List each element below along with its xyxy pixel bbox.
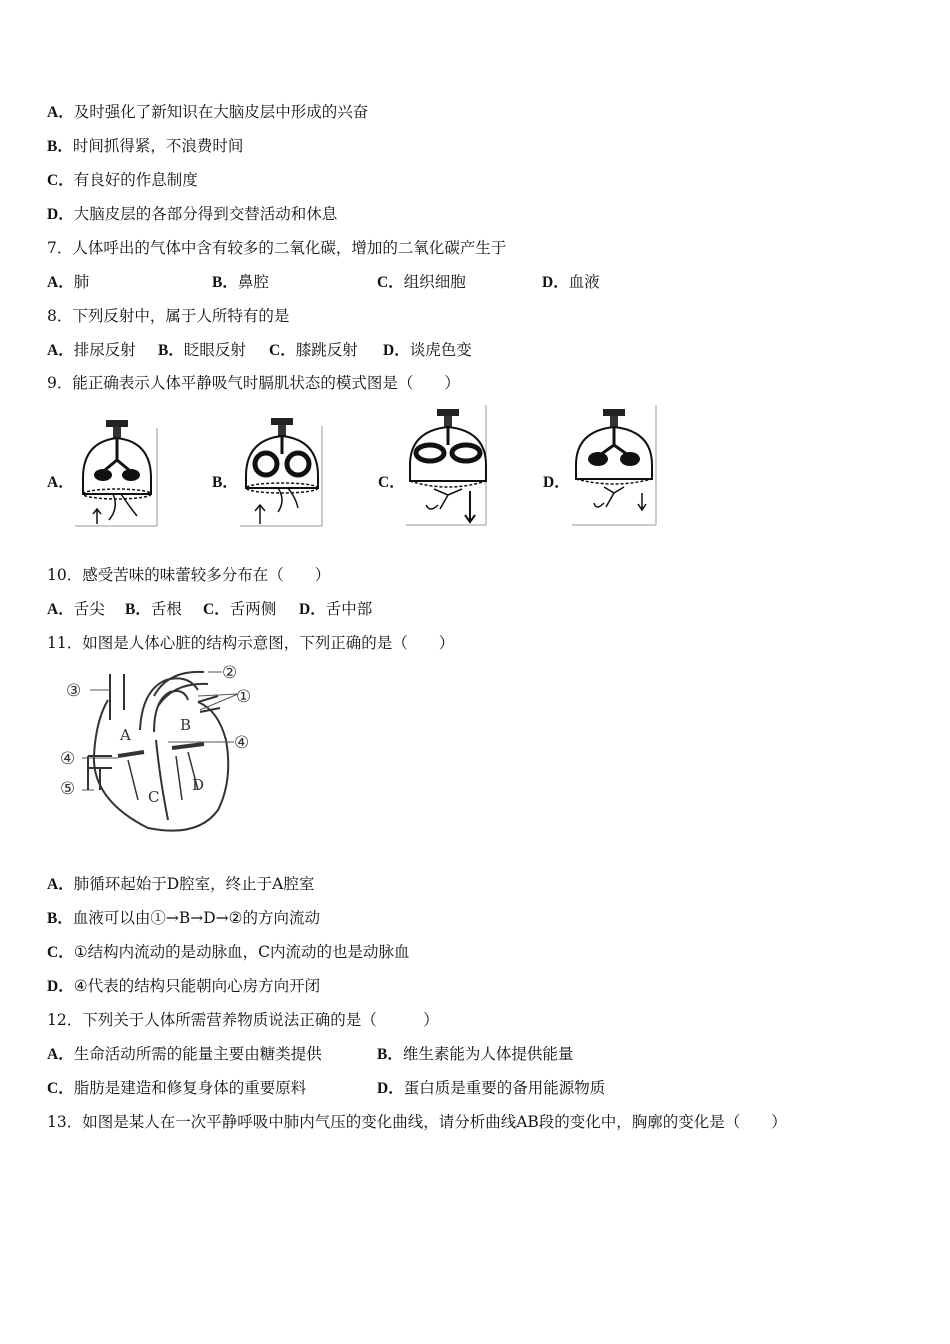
heart-label-4-left: ④ bbox=[60, 749, 76, 769]
q8-options bbox=[47, 340, 647, 360]
q10-option-c: C．舌两侧 bbox=[203, 600, 277, 618]
q10-options bbox=[47, 599, 647, 619]
heart-label-a: A bbox=[120, 726, 131, 744]
q12-options-row2 bbox=[47, 1078, 847, 1098]
q8-option-c: C．膝跳反射 bbox=[269, 341, 358, 359]
q10-option-d: D．舌中部 bbox=[299, 600, 373, 618]
q13-stem: 13．如图是某人在一次平静呼吸中肺内气压的变化曲线，请分析曲线AB段的变化中，胸廓的变化是（ ） bbox=[47, 1113, 787, 1131]
q12-option-b: B．维生素能为人体提供能量 bbox=[377, 1045, 574, 1063]
q10-option-a: A．舌尖 bbox=[47, 600, 105, 618]
q9-figure-c bbox=[404, 405, 490, 527]
heart-label-3: ③ bbox=[66, 681, 82, 701]
heart-diagram bbox=[58, 660, 258, 840]
q9-figure-label-a: A． bbox=[47, 474, 74, 491]
q12-stem: 12．下列关于人体所需营养物质说法正确的是（ ） bbox=[47, 1011, 439, 1029]
heart-label-5: ⑤ bbox=[60, 779, 76, 799]
q7-option-a: A．肺 bbox=[47, 273, 90, 291]
q9-figure-label-b: B． bbox=[212, 474, 238, 491]
diaphragm-model-c-illustration bbox=[404, 405, 490, 527]
q6-option-d: D．大脑皮层的各部分得到交替活动和休息 bbox=[47, 205, 338, 223]
heart-structure-illustration bbox=[58, 660, 258, 840]
q9-stem: 9．能正确表示人体平静吸气时膈肌状态的模式图是（ ） bbox=[47, 374, 460, 392]
q7-options bbox=[47, 272, 847, 292]
q11-stem: 11．如图是人体心脏的结构示意图，下列正确的是（ ） bbox=[47, 634, 455, 652]
q9-figure-b bbox=[238, 418, 326, 528]
q11-option-d: D．④代表的结构只能朝向心房方向开闭 bbox=[47, 977, 321, 995]
q8-option-b: B．眨眼反射 bbox=[158, 341, 246, 359]
q6-option-c: C．有良好的作息制度 bbox=[47, 171, 198, 189]
q10-stem: 10．感受苦味的味蕾较多分布在（ ） bbox=[47, 566, 331, 584]
q9-figure-a bbox=[73, 420, 161, 528]
heart-label-4-right: ④ bbox=[234, 733, 250, 753]
q8-option-a: A．排尿反射 bbox=[47, 341, 136, 359]
q7-stem: 7．人体呼出的气体中含有较多的二氧化碳，增加的二氧化碳产生于 bbox=[47, 239, 507, 257]
q9-figure-label-d: D． bbox=[543, 474, 570, 491]
diaphragm-model-a-illustration bbox=[73, 420, 161, 528]
heart-label-d: D bbox=[192, 776, 205, 794]
q8-option-d: D．谈虎色变 bbox=[383, 341, 472, 359]
q12-option-c: C．脂肪是建造和修复身体的重要原料 bbox=[47, 1079, 307, 1097]
diaphragm-model-b-illustration bbox=[238, 418, 326, 528]
q8-stem: 8．下列反射中，属于人所特有的是 bbox=[47, 307, 290, 325]
q11-option-b: B．血液可以由①→B→D→②的方向流动 bbox=[47, 909, 321, 927]
heart-label-c: C bbox=[148, 788, 160, 806]
q9-figure-d bbox=[570, 405, 658, 527]
q9-figure-label-c: C． bbox=[378, 474, 405, 491]
q10-option-b: B．舌根 bbox=[125, 600, 182, 618]
q11-option-c: C．①结构内流动的是动脉血，C内流动的也是动脉血 bbox=[47, 943, 410, 961]
q11-option-a: A．肺循环起始于D腔室，终止于A腔室 bbox=[47, 875, 315, 893]
heart-label-2: ② bbox=[222, 663, 238, 683]
q12-option-a: A．生命活动所需的能量主要由糖类提供 bbox=[47, 1045, 322, 1063]
q12-option-d: D．蛋白质是重要的备用能源物质 bbox=[377, 1079, 606, 1097]
q7-option-d: D．血液 bbox=[542, 273, 600, 291]
q7-option-c: C．组织细胞 bbox=[377, 273, 466, 291]
q6-option-a: A．及时强化了新知识在大脑皮层中形成的兴奋 bbox=[47, 103, 369, 121]
q12-options-row1 bbox=[47, 1044, 847, 1064]
q6-option-b: B．时间抓得紧，不浪费时间 bbox=[47, 137, 244, 155]
heart-label-b: B bbox=[180, 716, 192, 734]
q7-option-b: B．鼻腔 bbox=[212, 273, 269, 291]
heart-label-1: ① bbox=[236, 687, 252, 707]
diaphragm-model-d-illustration bbox=[570, 405, 658, 527]
